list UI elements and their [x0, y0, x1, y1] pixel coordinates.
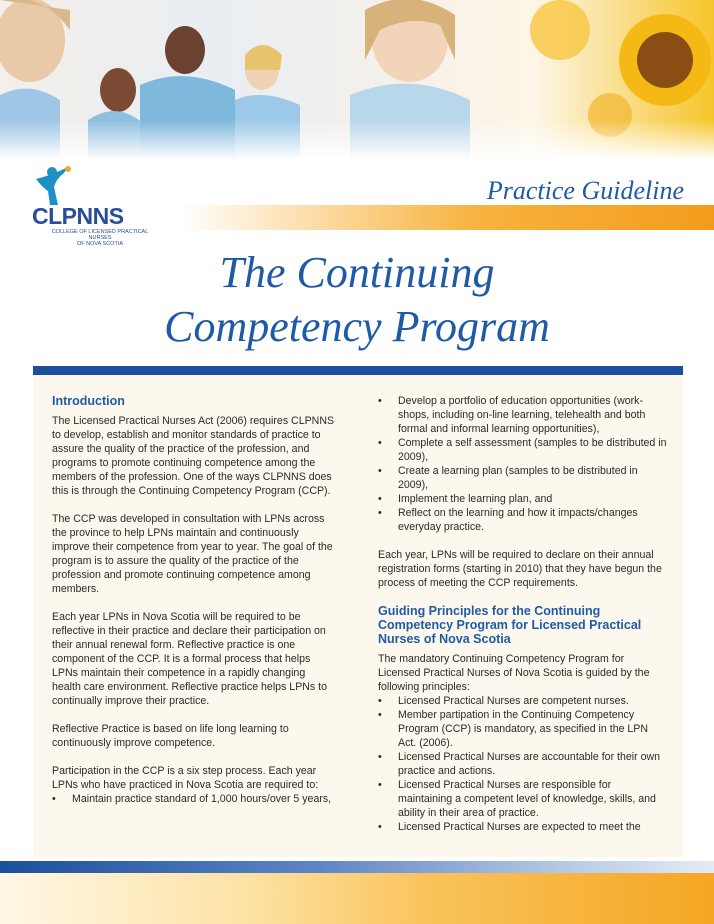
logo-wordmark: CLPNNS — [32, 203, 124, 229]
logo-subtitle-line1: COLLEGE OF LICENSED PRACTICAL NURSES — [51, 229, 149, 241]
bullet-text: Maintain practice standard of 1,000 hours/over 5 years, — [72, 793, 332, 805]
footer-gold-band — [0, 873, 714, 924]
bullet-text: Reflect on the learning and how it impacts/changes everyday practice. — [398, 507, 638, 533]
bullet-icon: • — [378, 709, 382, 721]
bullet-icon: • — [378, 751, 382, 763]
intro-paragraph-2: The CCP was developed in consultation with LPNs across the province to help LPNs maintain and continuously improve their competence from year to year. The goal of the program is to assure the quality of the practice of the profession and promote continuing competence among members. — [52, 513, 333, 595]
gold-accent-band — [180, 205, 714, 230]
list-item — [378, 694, 668, 708]
bullet-icon: • — [52, 793, 56, 805]
bullet-icon: • — [378, 437, 382, 449]
principles-intro-paragraph: The mandatory Continuing Competency Program for Licensed Practical Nurses of Nova Scotia is guided by the following principles: — [378, 653, 650, 693]
content-panel — [33, 375, 683, 857]
bullet-icon: • — [378, 465, 382, 477]
bullet-icon: • — [378, 821, 382, 833]
list-item — [378, 750, 668, 778]
bullet-icon: • — [378, 695, 382, 707]
bullet-icon: • — [378, 779, 382, 791]
title-line-2: Competency Program — [164, 302, 550, 351]
list-item — [378, 820, 668, 834]
intro-paragraph-5: Participation in the CCP is a six step process. Each year LPNs who have practiced in Nova Scotia are required to: — [52, 765, 319, 791]
bullet-text: Licensed Practical Nurses are responsible for maintaining a competent level of knowledge, skills, and ability in their area of practice. — [398, 779, 656, 819]
list-item — [378, 464, 668, 492]
list-item — [378, 708, 668, 750]
bullet-text: Create a learning plan (samples to be distributed in 2009), — [398, 465, 638, 491]
logo-subtitle — [40, 229, 160, 247]
bullet-text: Develop a portfolio of education opportunities (work-shops, including on-line learning, telehealth and both formal and informal learning opportunities), — [398, 395, 646, 435]
list-item — [52, 792, 337, 806]
right-column — [378, 394, 668, 834]
bullet-text: Implement the learning plan, and — [398, 493, 553, 505]
intro-paragraph-4: Reflective Practice is based on life long learning to continuously improve competence. — [52, 723, 289, 749]
clpnns-logo — [28, 165, 158, 245]
declare-paragraph: Each year, LPNs will be required to declare on their annual registration forms (starting in 2010) that they have begun the process of meeting the CCP requirements. — [378, 549, 662, 589]
page-title — [0, 246, 714, 354]
header-photo-strip — [0, 0, 714, 160]
list-item — [378, 778, 668, 820]
left-column — [52, 394, 337, 806]
logo-subtitle-line2: OF NOVA SCOTIA — [76, 241, 124, 247]
bullet-text: Licensed Practical Nurses are expected to meet the — [398, 821, 641, 833]
list-item — [378, 394, 668, 436]
bullet-text: Complete a self assessment (samples to be distributed in 2009), — [398, 437, 667, 463]
bullet-icon: • — [378, 395, 382, 407]
bullet-icon: • — [378, 493, 382, 505]
footer-blue-stripe — [0, 861, 714, 873]
header-fade — [0, 120, 714, 160]
intro-paragraph-3: Each year LPNs in Nova Scotia will be required to be reflective in their practice and declare their participation on their annual renewal form. Reflective practice is one component of the CCP. It is a formal process that helps LPNs maintain their competence in a rapidly changing health care environment. Reflective practice helps LPNs to continually improve their practice. — [52, 611, 327, 707]
bullet-icon: • — [378, 507, 382, 519]
list-item — [378, 506, 668, 534]
bullet-text: Licensed Practical Nurses are accountable for their own practice and actions. — [398, 751, 661, 777]
intro-paragraph-1: The Licensed Practical Nurses Act (2006) requires CLPNNS to develop, establish and monitor standards of practice to assure the quality of the practice of the profession, and programs to promote continuing competence among the members of the profession. One of the ways CLPNNS does this is through the Continuing Competency Program (CCP). — [52, 415, 335, 497]
practice-guideline-label: Practice Guideline — [486, 176, 684, 205]
guiding-principles-heading: Guiding Principles for the Continuing Competency Program for Licensed Practical Nurses of Nova Scotia — [378, 604, 642, 646]
blue-rule — [33, 366, 683, 375]
list-item — [378, 436, 668, 464]
list-item — [378, 492, 668, 506]
bullet-text: Licensed Practical Nurses are competent nurses. — [398, 695, 629, 707]
bullet-text: Member partipation in the Continuing Competency Program (CCP) is mandatory, as specified in the LPN Act. (2006). — [398, 709, 649, 749]
title-line-1: The Continuing — [219, 248, 495, 297]
introduction-heading: Introduction — [52, 394, 125, 408]
